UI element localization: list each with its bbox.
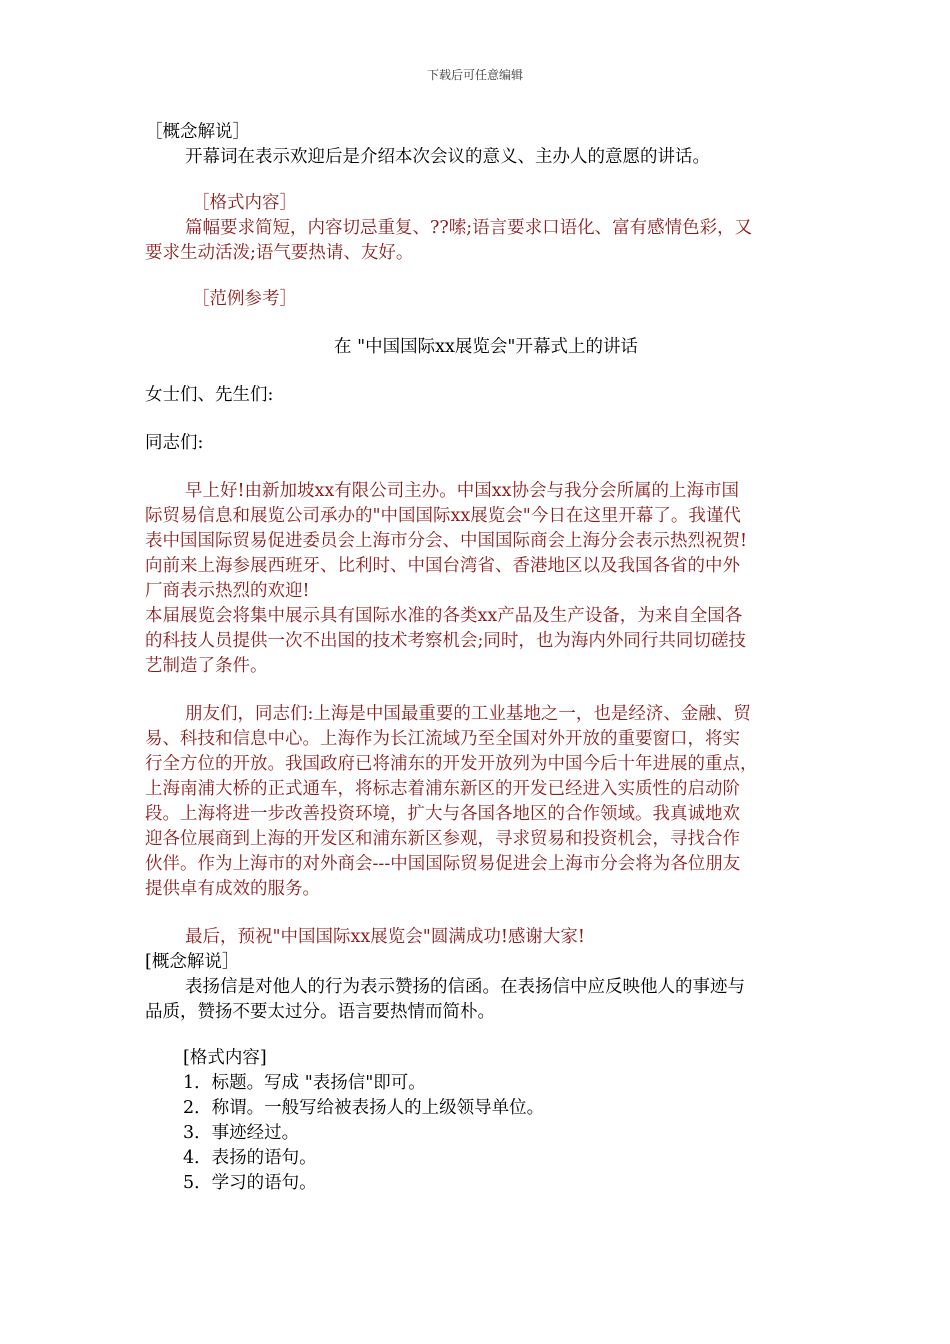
section1-text: 开幕词在表示欢迎后是介绍本次会议的意义、主办人的意愿的讲话。 — [185, 147, 710, 167]
section2-line: 要求生动活泼;语气要热请、友好。 — [145, 243, 414, 263]
speech-title: 在 "中国国际xx展览会"开幕式上的讲话 — [334, 337, 638, 357]
para1-line: 际贸易信息和展览公司承办的"中国国际xx展览会"今日在这里开幕了。我谨代 — [145, 506, 741, 526]
section3-heading: ［范例参考］ — [192, 289, 297, 309]
section4-heading: [概念解说］ — [145, 952, 240, 972]
section2-line: 篇幅要求简短，内容切忌重复、??嗦;语言要求口语化、富有感情色彩，又 — [185, 218, 753, 238]
section1-heading: ［概念解说］ — [145, 122, 250, 142]
section4-line: 品质，赞扬不要太过分。语言要热情而简朴。 — [145, 1002, 495, 1022]
para3-line: 朋友们，同志们:上海是中国最重要的工业基地之一，也是经济、金融、贸 — [185, 704, 751, 724]
para2-line: 本届展览会将集中展示具有国际水准的各类xx产品及生产设备，为来自全国各 — [145, 606, 743, 626]
salutation-2: 同志们: — [145, 433, 204, 453]
list-item: 2．称谓。一般写给被表扬人的上级领导单位。 — [183, 1098, 545, 1118]
para3-line: 易、科技和信息中心。上海作为长江流域乃至全国对外开放的重要窗口，将实 — [145, 729, 740, 749]
salutation-1: 女士们、先生们: — [145, 385, 274, 405]
list-item: 5．学习的语句。 — [183, 1173, 317, 1193]
para3-line: 上海南浦大桥的正式通车，将标志着浦东新区的开发已经进入实质性的启动阶 — [145, 779, 740, 799]
document-body — [145, 120, 815, 1196]
para1-line: 表中国国际贸易促进委员会上海市分会、中国国际商会上海分会表示热烈祝贺! — [145, 531, 748, 551]
page-header: 下载后可任意编辑 — [426, 68, 523, 82]
section2-heading: ［格式内容］ — [192, 193, 297, 213]
para1-line: 向前来上海参展西班牙、比利时、中国台湾省、香港地区以及我国各省的中外 — [145, 556, 740, 576]
para4-line: 最后，预祝"中国国际xx展览会"圆满成功!感谢大家! — [185, 927, 585, 947]
para2-line: 艺制造了条件。 — [145, 656, 268, 676]
list-item: 3．事迹经过。 — [183, 1123, 300, 1143]
para3-line: 提供卓有成效的服务。 — [145, 879, 320, 899]
section4-line: 表扬信是对他人的行为表示赞扬的信函。在表扬信中应反映他人的事迹与 — [185, 977, 745, 997]
para2-line: 的科技人员提供一次不出国的技术考察机会;同时，也为海内外同行共同切磋技 — [145, 631, 746, 651]
para3-line: 行全方位的开放。我国政府已将浦东的开发开放列为中国今后十年进展的重点， — [145, 754, 758, 774]
para3-line: 段。上海将进一步改善投资环境，扩大与各国各地区的合作领域。我真诚地欢 — [145, 804, 740, 824]
para3-line: 伙伴。作为上海市的对外商会---中国国际贸易促进会上海市分会将为各位朋友 — [145, 854, 741, 874]
section5-heading: [格式内容] — [183, 1048, 267, 1068]
list-item: 1．标题。写成 "表扬信"即可。 — [183, 1073, 426, 1093]
para1-line: 厂商表示热烈的欢迎! — [145, 581, 310, 601]
para1-line: 早上好!由新加坡xx有限公司主办。中国xx协会与我分会所属的上海市国 — [185, 481, 740, 501]
para3-line: 迎各位展商到上海的开发区和浦东新区参观，寻求贸易和投资机会，寻找合作 — [145, 829, 740, 849]
list-item: 4．表扬的语句。 — [183, 1148, 317, 1168]
